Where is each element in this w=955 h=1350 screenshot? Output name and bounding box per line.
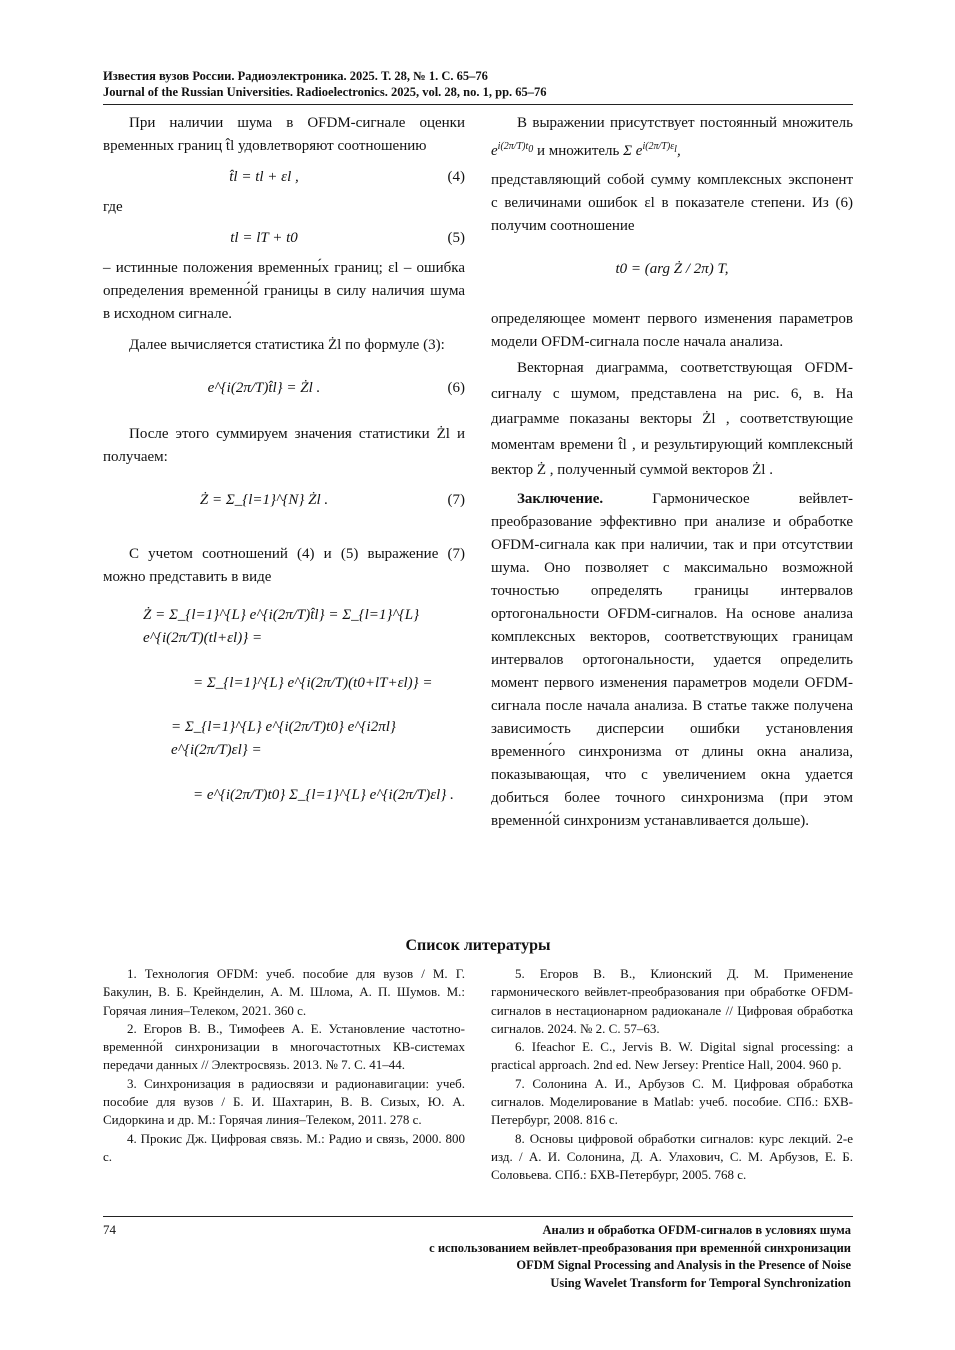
references-left (103, 965, 465, 1166)
equation-t0 (491, 242, 853, 304)
equation-expr: t̂l = tl + εl , (229, 169, 299, 185)
running-footer (251, 1222, 851, 1292)
equation-expr: tl = lT + t0 (230, 230, 298, 246)
equation-line: Ż = Σ_{l=1}^{L} e^{i(2π/T)t̂l} = Σ_{l=1}^{L} e^{i(2π/T)(tl+εl)} = (143, 607, 420, 646)
paragraph (491, 112, 853, 163)
inline-formula: Σ $e^{i(2\pi/T)\varepsilon_l}$, (623, 141, 681, 159)
conclusion-label: Заключение. (517, 490, 604, 507)
reference-item: 6. Ifeachor E. C., Jervis B. W. Digital signal processing: a practical approach. 2nd ed. New Jersey: Prentice Hall, 2004. 960 p. (491, 1039, 853, 1073)
paragraph: определяющее момент первого изменения параметров модели OFDM-сигнала после начала анализа. (491, 311, 853, 350)
footer-title-ru-1: Анализ и обработка OFDM-сигналов в условиях шума (542, 1223, 851, 1237)
text-fragment: Гармоническое вейвлет-преобразование эффективно при анализе и обработке OFDM-сигнала как при наличии, так и при отсутствии шума. Оно позволяет с максимально возможной точностью определять границы интервалов ортогональности OFDM-сигналов. На основе анализа комплексных векторов, соответствующих границам интервалов ортогональности, удается определить момент первого изменения параметров модели OFDM-сигнала после начала анализа. В статье также получена зависимость дисперсии ошибки установления временно́го синхронизма от длины окна анализа, показывающая, что с увеличением окна удается добиться более точного синхронизма (при этом временно́й синхронизм устанавливается дольше). (491, 490, 854, 829)
equation-expr: t0 = (arg Ż / 2π) T, (615, 261, 729, 277)
equation-line: = Σ_{l=1}^{L} e^{i(2π/T)(t0+lT+εl)} = (193, 674, 433, 691)
header-rule (103, 104, 853, 105)
reference-item: 5. Егоров В. В., Клионский Д. М. Применение гармонического вейвлет-преобразования при обработке OFDM-сигналов в нестационарном радиоканале // Цифровая обработка сигналов. 2024. № 2. С. 57–63. (491, 966, 853, 1036)
equation-line: = e^{i(2π/T)t0} Σ_{l=1}^{L} e^{i(2π/T)εl} . (193, 786, 454, 803)
paragraph: Далее вычисляется статистика Żl по формуле (3): (129, 337, 445, 353)
text-fragment: и множитель (537, 143, 620, 159)
journal-header-en: Journal of the Russian Universities. Radioelectronics. 2025, vol. 28, no. 1, pp. 65–76 (103, 85, 547, 99)
paragraph: – истинные положения временны́х границ; εl – ошибка определения временно́й границы в силу наличия шума в исходном сигнале. (103, 260, 465, 322)
inline-formula: $e^{i(2\pi/T)t_0}$ (491, 141, 534, 159)
journal-header (103, 68, 853, 100)
paragraph: где (103, 199, 123, 215)
text-fragment: В выражении присутствует постоянный множитель (517, 115, 853, 131)
journal-header-ru: Известия вузов России. Радиоэлектроника. 2025. Т. 28, № 1. С. 65–76 (103, 69, 488, 83)
reference-item: 4. Прокис Дж. Цифровая связь. М.: Радио и связь, 2000. 800 с. (103, 1130, 465, 1164)
equation-7 (103, 473, 465, 539)
paragraph: После этого суммируем значения статистики Żl и получаем: (103, 426, 465, 465)
footer-title-en-2: Using Wavelet Transform for Temporal Synchronization (550, 1275, 851, 1290)
footer-title-ru-2: с использованием вейвлет-преобразования при временно́й синхронизации (429, 1240, 851, 1255)
equation-5 (103, 223, 465, 253)
equation-expr: e^{i(2π/T)t̂l} = Żl . (207, 380, 321, 396)
equation-number: (4) (447, 169, 465, 185)
equation-expr: Ż = Σ_{l=1}^{N} Żl . (199, 492, 329, 508)
paragraph: Векторная диаграмма, соответствующая OFDM-сигналу с шумом, представлена на рис. 6, в. На диаграмме показаны векторы Żl , соответствующие моментам времени t̂l , и результирующий комплексный вектор Ż , полученный суммой векторов Żl . (491, 360, 853, 478)
references-right (491, 965, 853, 1185)
page-number: 74 (103, 1222, 116, 1237)
left-column (103, 112, 465, 823)
paragraph: представляющий собой сумму комплексных экспонент с величинами ошибок εl в показателе степени. Из (6) получим соотношение (491, 172, 853, 234)
right-column (491, 112, 853, 833)
reference-item: 2. Егоров В. В., Тимофеев А. Е. Установление частотно-временно́й синхронизации в многочастотных КВ-системах передачи данных // Электросвязь. 2013. № 7. С. 41–44. (103, 1020, 465, 1073)
equation-number: (7) (447, 492, 465, 508)
equation-number: (6) (447, 380, 465, 396)
paragraph (491, 488, 853, 833)
equation-4 (103, 162, 465, 192)
paragraph: С учетом соотношений (4) и (5) выражение (7) можно представить в виде (103, 546, 465, 585)
footer-rule (103, 1216, 853, 1217)
references-title: Список литературы (405, 937, 551, 954)
reference-item: 8. Основы цифровой обработки сигналов: курс лекций. 2-е изд. / А. И. Солонина, Д. А. Улахович, С. М. Арбузов, Е. Б. Соловьева. СПб.: БХВ-Петербург, 2005. 768 с. (491, 1130, 853, 1183)
equation-number: (5) (447, 230, 465, 246)
paragraph: При наличии шума в OFDM-сигнале оценки временных границ t̂l удовлетворяют соотношению (103, 115, 465, 154)
equation-6 (103, 361, 465, 419)
footer-title-en-1: OFDM Signal Processing and Analysis in the Presence of Noise (516, 1258, 851, 1272)
reference-item: 3. Синхронизация в радиосвязи и радионавигации: учеб. пособие для вузов / Б. И. Шахтарин, В. В. Сизых, Ю. А. Сидоркина и др. М.: Горячая линия–Телеком, 2011. 278 с. (103, 1075, 465, 1128)
reference-item: 1. Технология OFDM: учеб. пособие для вузов / М. Г. Бакулин, В. Б. Крейнделин, А. М. Шлома, А. П. Шумов. М.: Горячая линия–Телеком, 2021. 360 с. (103, 966, 465, 1018)
equation-line: = Σ_{l=1}^{L} e^{i(2π/T)t0} e^{i2πl} e^{i(2π/T)εl} = (171, 719, 396, 758)
equation-8 (103, 599, 465, 823)
reference-item: 7. Солонина А. И., Арбузов С. М. Цифровая обработка сигналов. Моделирование в Matlab: учеб. пособие. СПб.: БХВ-Петербург, 2008. 816 с. (491, 1075, 853, 1128)
